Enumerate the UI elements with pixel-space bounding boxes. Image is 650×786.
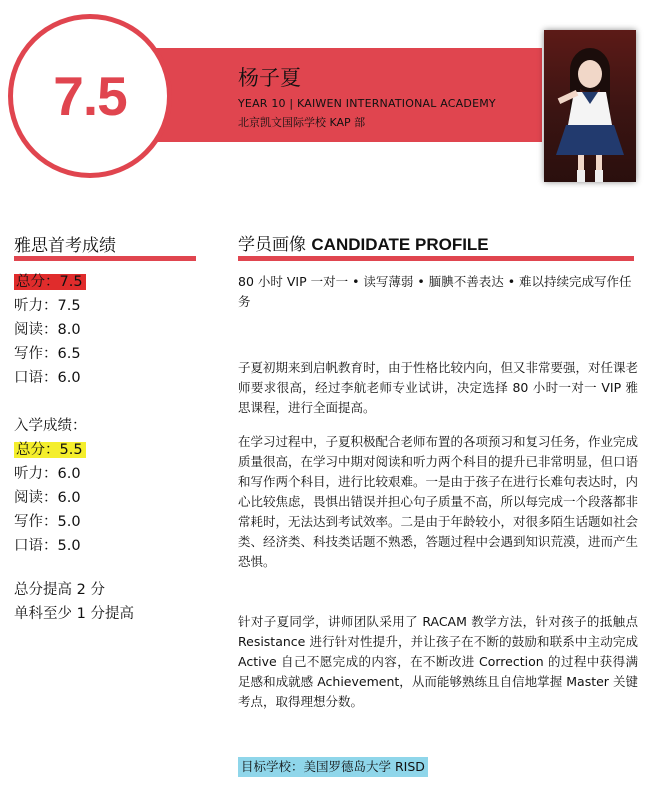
entry-exam-listening: 听力：6.0 <box>14 466 81 482</box>
improvement-subject: 单科至少 1 分提高 <box>14 606 134 622</box>
left-divider <box>14 256 196 261</box>
profile-title-cn: 学员画像 <box>238 235 306 255</box>
target-school: 目标学校：美国罗德岛大学 RISD <box>238 757 428 777</box>
score-value: 7.5 <box>53 65 127 127</box>
first-exam-total <box>14 272 86 292</box>
profile-paragraph-2: 在学习过程中，子夏积极配合老师布置的各项预习和复习任务，作业完成质量很高，在学习中期对阅读和听力两个科目的提升已非常明显，但口语和写作两个科目，进行比较艰难。一是由于孩子在进行长难句表达时，内心比较焦虑，畏惧出错误并担心句子质量不高，所以每完成一个段落都非常耗时，无法达到考试效率。二是由于年龄较小，对很多陌生话题如社会类、经济类、科技类话题不熟悉，答题过程中会遇到知识荒漠，进而产生恐惧。 <box>238 434 639 569</box>
student-photo <box>544 30 636 182</box>
first-exam-reading: 阅读：8.0 <box>14 322 81 338</box>
first-exam-title: 雅思首考成绩 <box>14 236 116 256</box>
profile-paragraph-3: 针对子夏同学，讲师团队采用了 RACAM 教学方法，针对孩子的抵触点 Resistance 进行针对性提升，并让孩子在不断的鼓励和联系中主动完成 Active 自己不愿完成的内容，在不断改进 Correction 的过程中获得满足感和成就感 Achievement，从而能够熟练且自信地掌握 Master 关键考点，取得理想分数。 <box>238 614 638 709</box>
school-chinese: 北京凯文国际学校 KAP 部 <box>238 116 366 129</box>
profile-title <box>238 230 489 255</box>
entry-exam-total <box>14 440 86 460</box>
entry-exam-title: 入学成绩： <box>14 418 87 434</box>
entry-exam-writing: 写作：5.0 <box>14 514 81 530</box>
right-divider <box>238 256 634 261</box>
entry-exam-speaking: 口语：5.0 <box>14 538 81 554</box>
entry-exam-reading: 阅读：6.0 <box>14 490 81 506</box>
entry-exam-total-value: 总分：5.5 <box>14 442 86 458</box>
school-english: YEAR 10 | KAIWEN INTERNATIONAL ACADEMY <box>238 97 496 110</box>
first-exam-writing: 写作：6.5 <box>14 346 81 362</box>
student-name: 杨子夏 <box>238 66 301 90</box>
profile-title-en: CANDIDATE PROFILE <box>311 235 489 254</box>
profile-tags: 80 小时 VIP 一对一 • 读写薄弱 • 腼腆不善表达 • 难以持续完成写作任务 <box>238 274 632 309</box>
profile-paragraph-1: 子夏初期来到启帆教育时，由于性格比较内向，但又非常要强，对任课老师要求很高，经过李航老师专业试讲，决定选择 80 小时一对一 VIP 雅思课程，进行全面提高。 <box>238 360 639 415</box>
first-exam-listening: 听力：7.5 <box>14 298 81 314</box>
first-exam-speaking: 口语：6.0 <box>14 370 81 386</box>
first-exam-total-value: 总分：7.5 <box>14 274 86 290</box>
score-badge <box>8 14 172 178</box>
improvement-total: 总分提高 2 分 <box>14 582 105 598</box>
